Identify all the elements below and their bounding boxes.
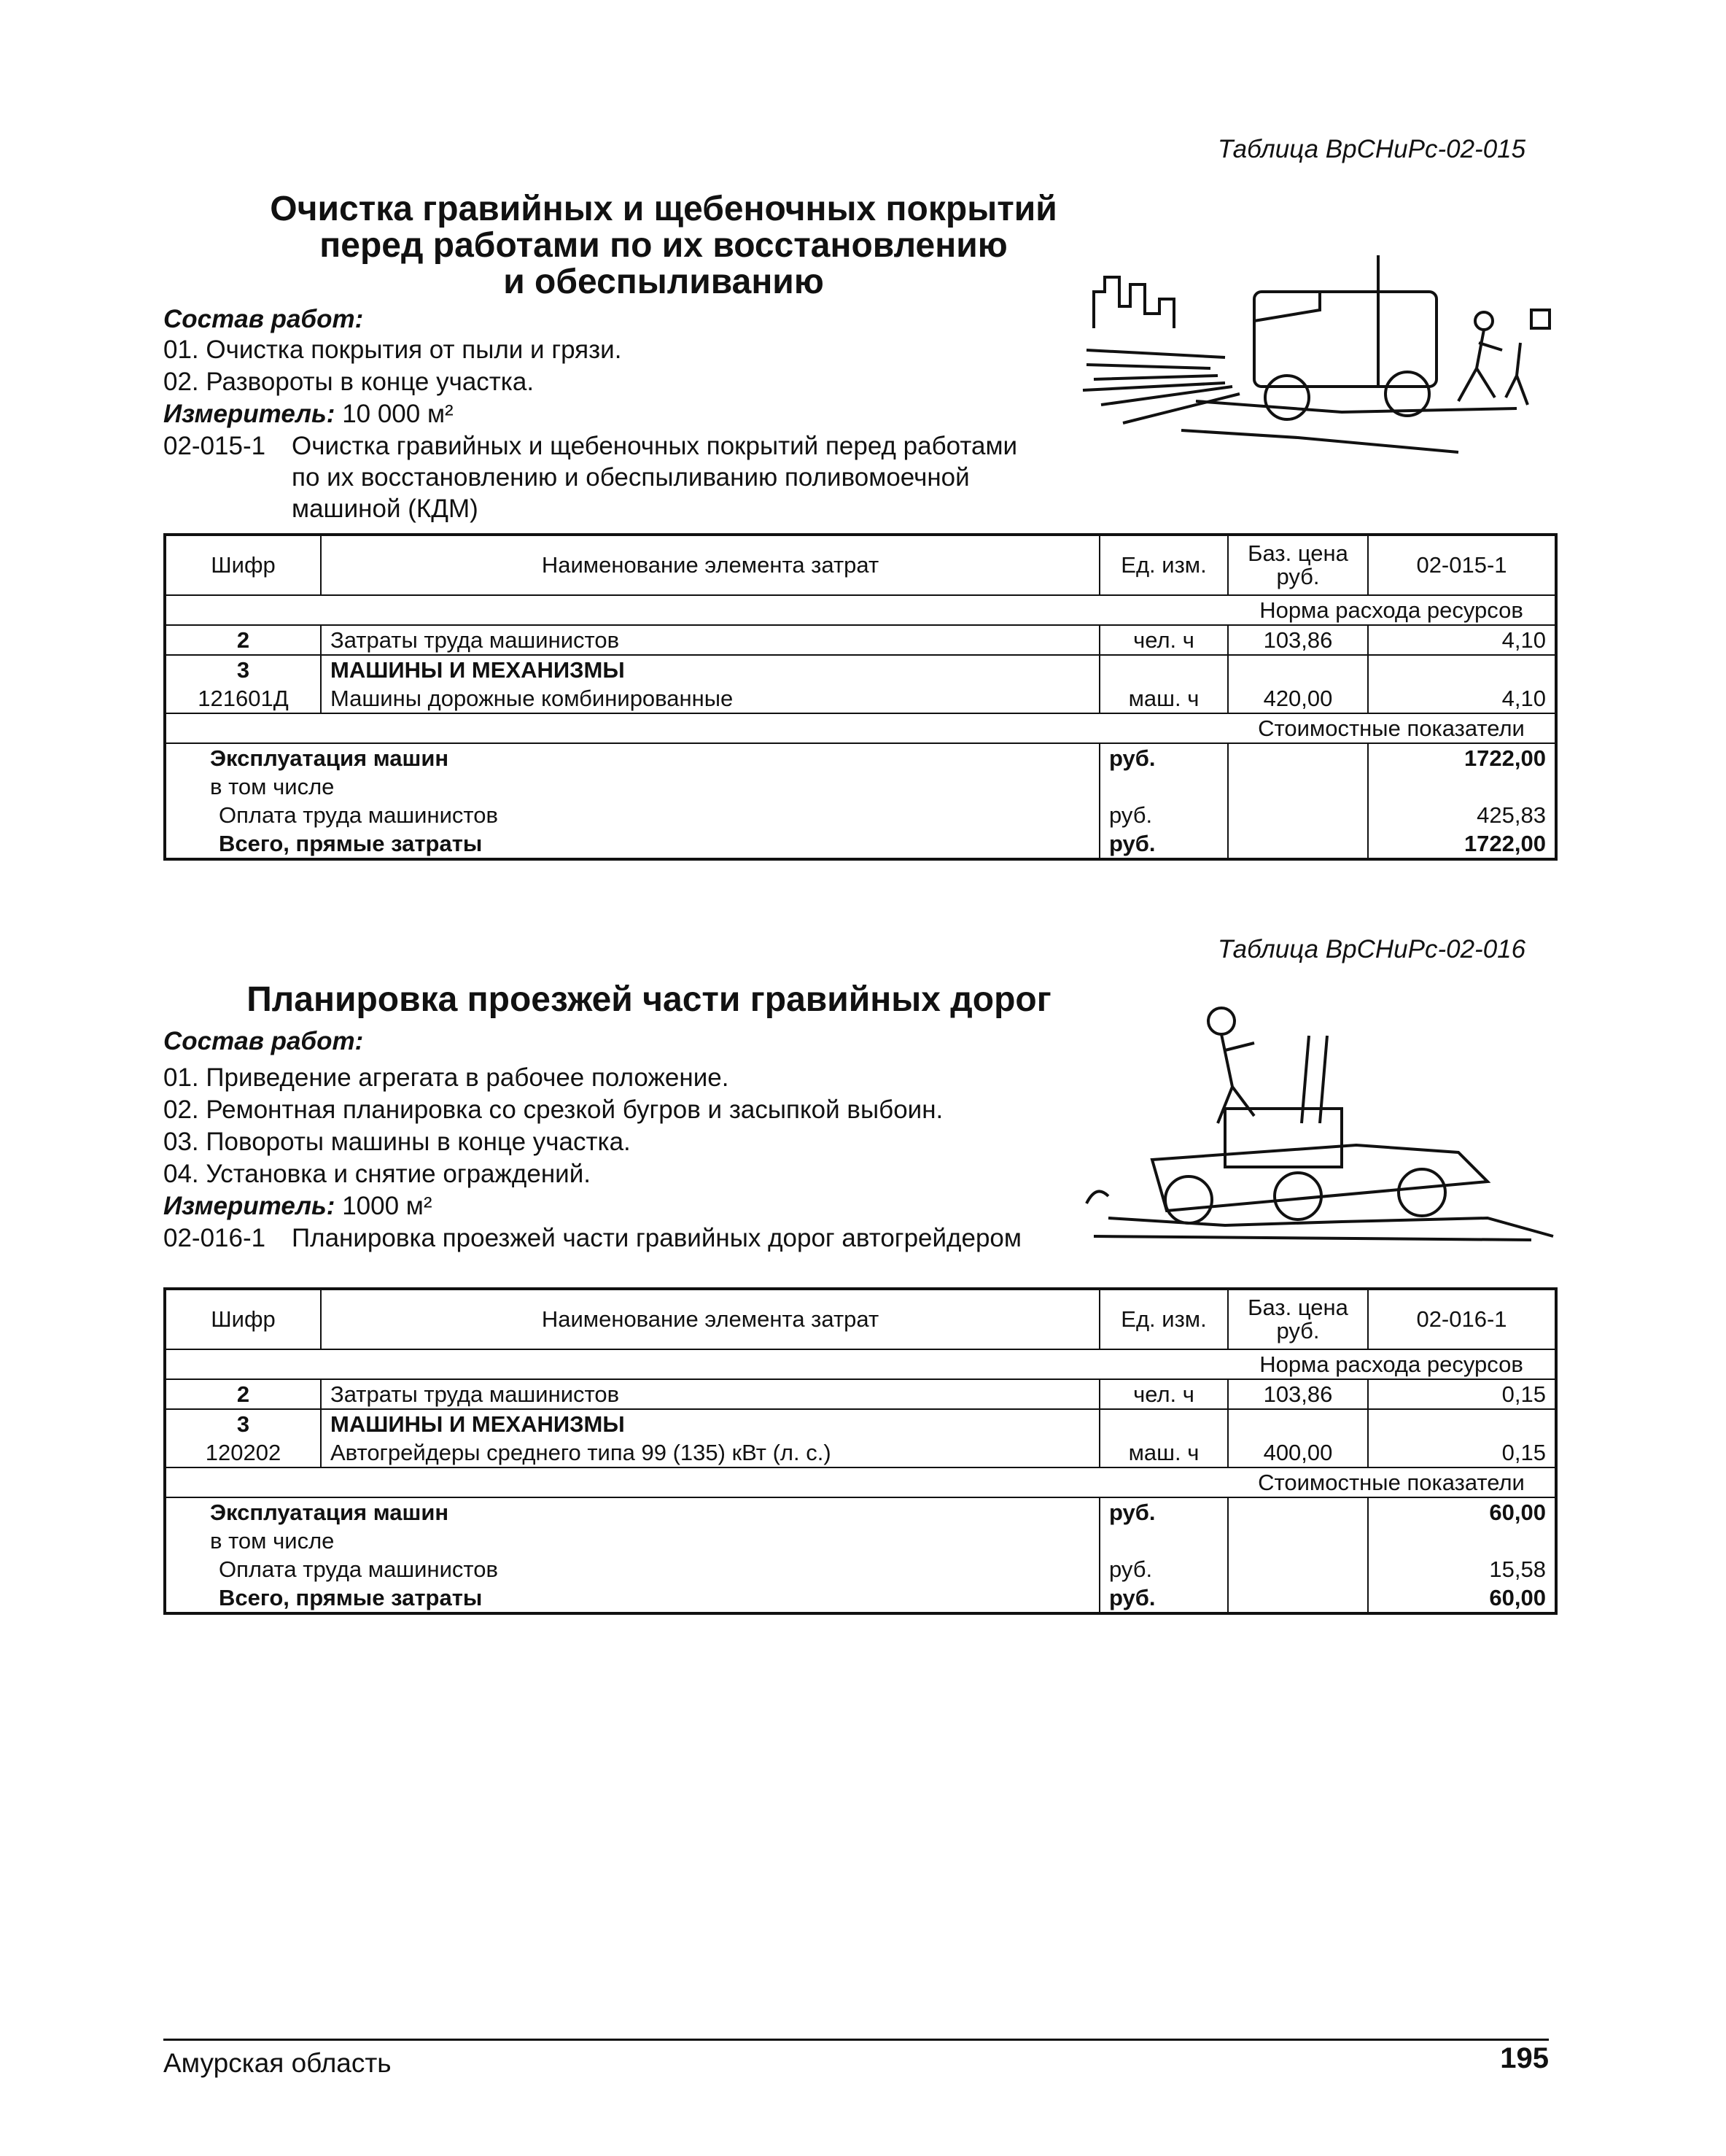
row-name: МАШИНЫ И МЕХАНИЗМЫ: [321, 1409, 1100, 1438]
work-item: 04. Установка и снятие ограждений.: [163, 1160, 591, 1188]
section-norm-label: Норма расхода ресурсов: [1228, 595, 1556, 625]
row-name: Автогрейдеры среднего типа 99 (135) кВт (л. с.): [321, 1438, 1100, 1467]
work-item: 02. Ремонтная планировка со срезкой бугров и засыпкой выбоин.: [163, 1096, 944, 1124]
row-code: 120202: [165, 1438, 321, 1467]
cost-name: Оплата труда машинистов: [165, 1555, 1100, 1583]
header-row: [165, 1289, 1556, 1349]
section-cost-label: Стоимостные показатели: [1228, 1467, 1556, 1497]
table-row: [165, 625, 1556, 655]
footer-region: Амурская область: [163, 2048, 392, 2078]
cost-unit: руб.: [1100, 801, 1228, 829]
cost-name: в том числе: [165, 1527, 1100, 1555]
row-unit: [1100, 655, 1228, 684]
section-cost-label: Стоимостные показатели: [1228, 713, 1556, 743]
cost-name: Всего, прямые затраты: [165, 829, 1100, 859]
row-value: 4,10: [1368, 625, 1556, 655]
row-unit: маш. ч: [1100, 1438, 1228, 1467]
cost-value: 60,00: [1368, 1583, 1556, 1613]
work-item: 01. Очистка покрытия от пыли и грязи.: [163, 336, 622, 364]
section-row: [165, 1467, 1556, 1497]
row-unit: чел. ч: [1100, 625, 1228, 655]
table-caption: Таблица ВрСНиРс-02-015: [1218, 135, 1526, 163]
header-name: Наименование элемента затрат: [321, 535, 1100, 595]
work-composition-label: Состав работ:: [163, 305, 364, 333]
row-value: 0,15: [1368, 1438, 1556, 1467]
row-code: 3: [165, 1409, 321, 1438]
title-line: Планировка проезжей части гравийных дорог: [246, 980, 1051, 1019]
measure-label: Измеритель:: [163, 400, 335, 428]
work-item: 01. Приведение агрегата в рабочее положение.: [163, 1063, 729, 1092]
cost-unit: руб.: [1100, 1583, 1228, 1613]
row-price: 400,00: [1228, 1438, 1368, 1467]
section-row: [165, 713, 1556, 743]
cost-table: [163, 533, 1558, 861]
cost-unit: руб.: [1100, 829, 1228, 859]
table-caption: Таблица ВрСНиРс-02-016: [1218, 935, 1526, 963]
cost-value: 15,58: [1368, 1555, 1556, 1583]
row-unit: [1100, 1409, 1228, 1438]
cost-row: [165, 829, 1556, 859]
title-line: и обеспыливанию: [503, 263, 824, 301]
cost-row: [165, 1527, 1556, 1555]
cost-value: 1722,00: [1368, 829, 1556, 859]
cost-value: 1722,00: [1368, 743, 1556, 772]
item-line: Очистка гравийных и щебеночных покрытий перед работами: [292, 432, 1018, 460]
motor-grader-illustration: [1079, 999, 1560, 1247]
item-description: [292, 430, 1017, 524]
measure-line: [163, 1190, 432, 1222]
cost-value: 425,83: [1368, 801, 1556, 829]
row-name: Затраты труда машинистов: [321, 1379, 1100, 1409]
header-price: Баз. цена руб.: [1228, 1289, 1368, 1349]
section-title: [219, 982, 1079, 1018]
work-item: 03. Повороты машины в конце участка.: [163, 1128, 631, 1156]
row-code: 3: [165, 655, 321, 684]
header-unit: Ед. изм.: [1100, 535, 1228, 595]
row-price: 420,00: [1228, 684, 1368, 713]
item-code: 02-015-1: [163, 432, 266, 460]
row-name: МАШИНЫ И МЕХАНИЗМЫ: [321, 655, 1100, 684]
cost-name: Всего, прямые затраты: [165, 1583, 1100, 1613]
header-name: Наименование элемента затрат: [321, 1289, 1100, 1349]
row-price: [1228, 1409, 1368, 1438]
title-line: перед работами по их восстановлению: [319, 226, 1008, 265]
table-row: [165, 684, 1556, 713]
item-line: по их восстановлению и обеспыливанию поливомоечной: [292, 463, 970, 492]
work-item: 02. Развороты в конце участка.: [163, 368, 534, 396]
item-line: машиной (КДМ): [292, 495, 478, 523]
row-name: Машины дорожные комбинированные: [321, 684, 1100, 713]
row-code: 2: [165, 625, 321, 655]
table-row: [165, 655, 1556, 684]
measure-label: Измеритель:: [163, 1192, 335, 1220]
street-cleaner-illustration: [1079, 241, 1560, 459]
row-code: 2: [165, 1379, 321, 1409]
cost-unit: руб.: [1100, 1555, 1228, 1583]
cost-name: Эксплуатация машин: [165, 1497, 1100, 1527]
item-code: 02-016-1: [163, 1224, 266, 1252]
cost-row: [165, 1555, 1556, 1583]
measure-value: 10 000 м²: [342, 400, 454, 428]
cost-value: 60,00: [1368, 1497, 1556, 1527]
cost-unit: руб.: [1100, 1497, 1228, 1527]
measure-line: [163, 398, 454, 430]
header-norm: 02-015-1: [1368, 535, 1556, 595]
cost-row: [165, 772, 1556, 801]
table-row: [165, 1409, 1556, 1438]
header-norm: 02-016-1: [1368, 1289, 1556, 1349]
header-unit: Ед. изм.: [1100, 1289, 1228, 1349]
footer-divider: [163, 2039, 1549, 2041]
header-code: Шифр: [165, 535, 321, 595]
cost-row: [165, 801, 1556, 829]
row-price: [1228, 655, 1368, 684]
cost-unit: руб.: [1100, 743, 1228, 772]
cost-name: Оплата труда машинистов: [165, 801, 1100, 829]
row-price: 103,86: [1228, 1379, 1368, 1409]
row-unit: чел. ч: [1100, 1379, 1228, 1409]
title-line: Очистка гравийных и щебеночных покрытий: [270, 190, 1057, 228]
header-code: Шифр: [165, 1289, 321, 1349]
cost-row: [165, 1497, 1556, 1527]
row-value: 0,15: [1368, 1379, 1556, 1409]
cost-row: [165, 1583, 1556, 1613]
page-number: 195: [1500, 2042, 1549, 2074]
cost-name: Эксплуатация машин: [165, 743, 1100, 772]
work-composition-label: Состав работ:: [163, 1027, 364, 1055]
measure-value: 1000 м²: [342, 1192, 432, 1220]
item-description: [292, 1222, 1022, 1254]
header-price: Баз. цена руб.: [1228, 535, 1368, 595]
table-row: [165, 1438, 1556, 1467]
row-code: 121601Д: [165, 684, 321, 713]
item-line: Планировка проезжей части гравийных дорог автогрейдером: [292, 1224, 1022, 1252]
cost-table: [163, 1287, 1558, 1615]
row-value: [1368, 655, 1556, 684]
row-price: 103,86: [1228, 625, 1368, 655]
table-row: [165, 1379, 1556, 1409]
row-value: [1368, 1409, 1556, 1438]
cost-row: [165, 743, 1556, 772]
cost-name: в том числе: [165, 772, 1100, 801]
section-norm-label: Норма расхода ресурсов: [1228, 1349, 1556, 1379]
header-row: [165, 535, 1556, 595]
row-value: 4,10: [1368, 684, 1556, 713]
row-name: Затраты труда машинистов: [321, 625, 1100, 655]
section-title: [219, 191, 1108, 300]
section-row: [165, 595, 1556, 625]
section-row: [165, 1349, 1556, 1379]
row-unit: маш. ч: [1100, 684, 1228, 713]
